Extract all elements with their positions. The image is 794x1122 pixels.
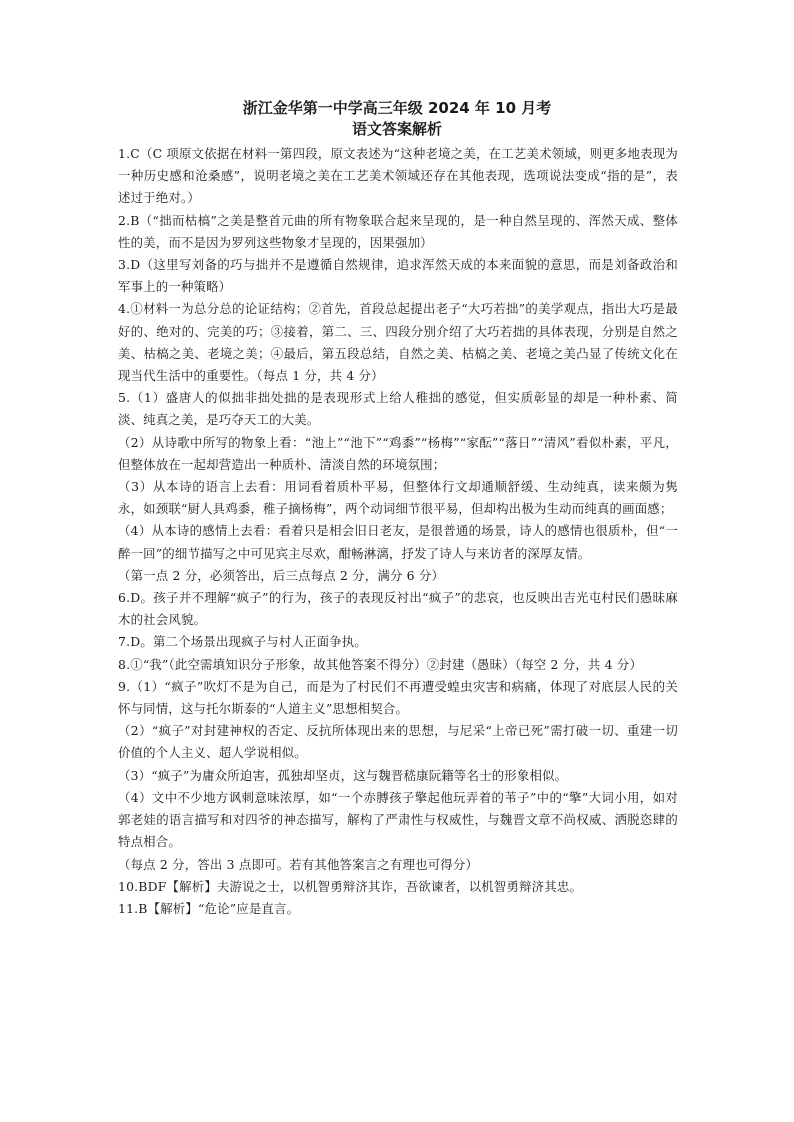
answer-5-point-1: 5.（1）盛唐人的似拙非拙处拙的是表现形式上给人稚拙的感觉，但实质彰显的却是一种朴素、简淡、纯真之美，是巧夺天工的大美。 [118,390,678,428]
answer-8: 8.①“我”（此空需填知识分子形象，故其他答案不得分）②封建（愚昧）（每空 2 分，共 4 分） [118,656,643,672]
answer-5-point-2: （2）从诗歌中所写的物象上看：“池上”“池下”“鸡黍”“杨梅”“家酝”“落日”“清风”看似朴素，平凡，但整体放在一起却营造出一种质朴、清淡自然的环境氛围； [118,434,678,472]
answer-9-point-4: （4）文中不少地方讽刺意味浓厚，如“一个赤膊孩子擎起他玩弄着的苇子”中的“擎”大词小用，如对郭老娃的语言描写和对四爷的神态描写，解构了严肃性与权威性，与魏晋文章不尚权威、洒脱恣肆的特点相合。 [118,789,678,850]
answer-9-point-2: （2）“疯子”对封建神权的否定、反抗所体现出来的思想，与尼采“上帝已死”需打破一切、重建一切价值的个人主义、超人学说相似。 [118,723,678,761]
page-title: 浙江金华第一中学高三年级 2024 年 10 月考 [242,99,552,117]
answer-3: 3.D（这里写刘备的巧与拙并不是遵循自然规律，追求浑然天成的本来面貌的意思，而是刘备政治和军事上的一种策略） [118,257,678,295]
answer-list [118,143,678,920]
page-subtitle: 语文答案解析 [351,120,442,138]
answer-10: 10.BDF【解析】夫游说之士，以机智勇辩济其诈，吾欲谏者，以机智勇辩济其忠。 [118,878,583,894]
answer-4: 4.①材料一为总分总的论证结构；②首先，首段总起提出老子“大巧若拙”的美学观点，指出大巧是最好的、绝对的、完美的巧；③接着，第二、三、四段分别介绍了大巧若拙的具体表现，分别是自然之美、枯槁之美、老境之美；④最后，第五段总结，自然之美、枯槁之美、老境之美凸显了传统文化在现当代生活中的重要性。（每点 1 分，共 4 分） [118,301,678,384]
answer-5-scoring: （第一点 2 分，必须答出，后三点每点 2 分，满分 6 分） [118,567,445,583]
answer-5-point-3: （3）从本诗的语言上去看：用词看着质朴平易，但整体行文却通顺舒缓、生动纯真，读来颇为隽永，如颈联“厨人具鸡黍，稚子摘杨梅”，两个动词细节很平易，但却构出极为生动而纯真的画面感； [118,479,678,517]
answer-9-scoring: （每点 2 分，答出 3 点即可。若有其他答案言之有理也可得分） [118,856,479,872]
answer-9-point-3: （3）“疯子”为庸众所迫害，孤独却坚贞，这与魏晋嵇康阮籍等名士的形象相似。 [118,767,568,783]
answer-2: 2.B（“拙而枯槁”之美是整首元曲的所有物象联合起来呈现的，是一种自然呈现的、浑然天成、整体性的美，而不是因为罗列这些物象才呈现的，因果强加） [118,212,678,250]
answer-11: 11.B【解析】“危论”应是直言。 [118,900,300,916]
answer-1: 1.C（C 项原文依据在材料一第四段，原文表述为“这种老境之美，在工艺美术领域，则更多地表现为一种历史感和沧桑感”，说明老境之美在工艺美术领域还存在其他表现，选项说法变成“指的是”，表述过于绝对。） [118,146,678,206]
answer-6: 6.D。孩子并不理解“疯子”的行为，孩子的表现反衬出“疯子”的悲哀，也反映出吉光屯村民们愚昧麻木的社会风貌。 [118,590,678,628]
answer-7: 7.D。第二个场景出现疯子与村人正面争执。 [118,634,367,650]
answer-5-point-4: （4）从本诗的感情上去看：看着只是相会旧日老友，是很普通的场景，诗人的感情也很质朴，但“一醉一回”的细节描写之中可见宾主尽欢，酣畅淋漓，抒发了诗人与来访者的深厚友情。 [118,523,678,561]
answer-9-point-1: 9.（1）“疯子”吹灯不是为自己，而是为了村民们不再遭受蝗虫灾害和病痛，体现了对底层人民的关怀与同情，这与托尔斯泰的“人道主义”思想相契合。 [118,678,678,717]
